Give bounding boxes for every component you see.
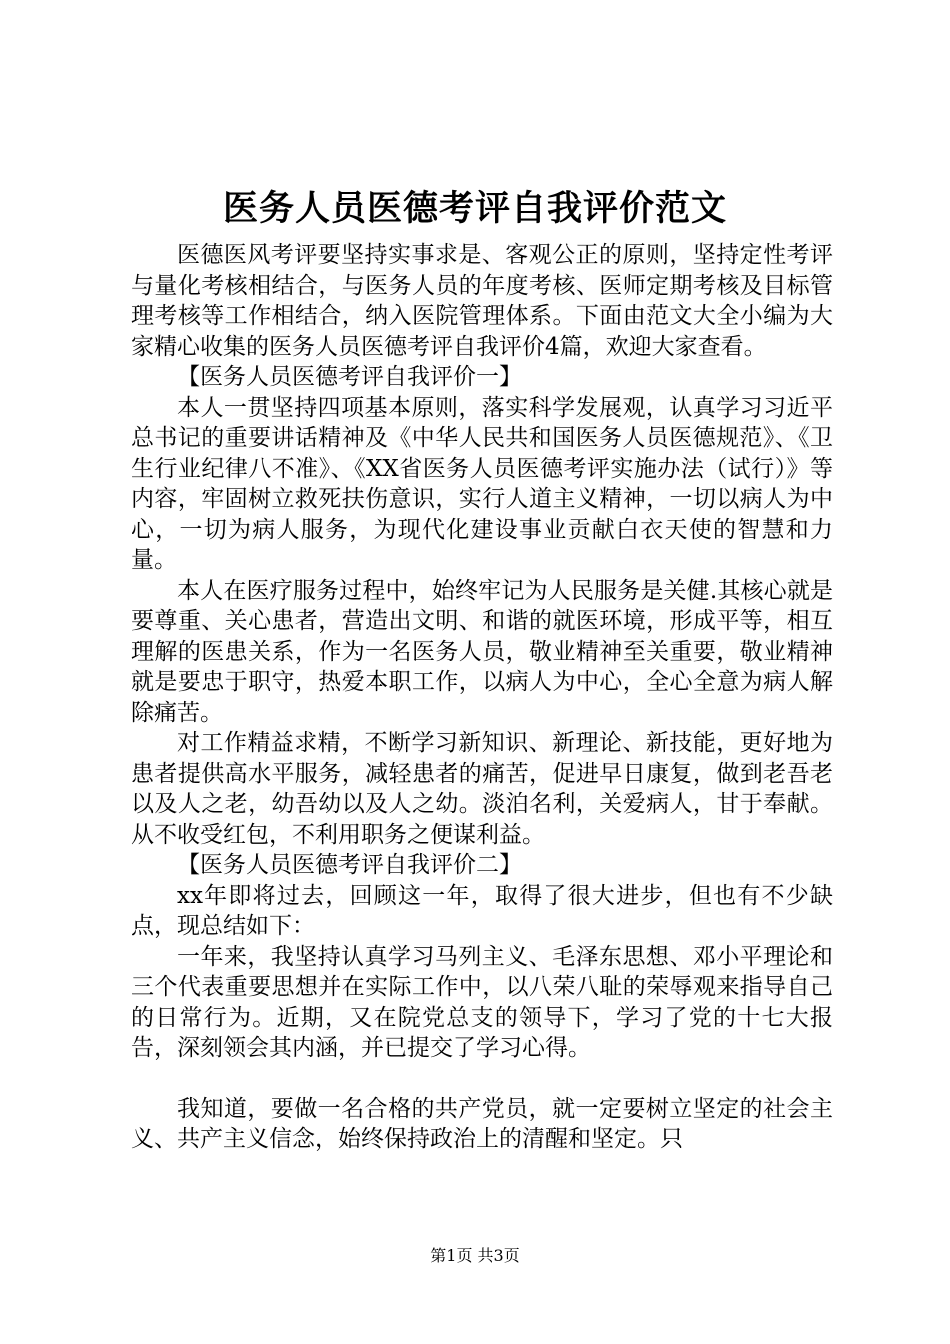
paragraph: 对工作精益求精，不断学习新知识、新理论、新技能，更好地为患者提供高水平服务，减轻患者的痛苦，促进早日康复，做到老吾老以及人之老，幼吾幼以及人之幼。淡泊名利，关爱病人，甘于奉献。从不收受红包，不利用职务之便谋利益。	[131, 730, 833, 848]
paragraph: 本人一贯坚持四项基本原则，落实科学发展观，认真学习习近平总书记的重要讲话精神及《中华人民共和国医务人员医德规范》、《卫生行业纪律八不准》、《XX省医务人员医德考评实施办法（试行）》等内容，牢固树立救死扶伤意识，实行人道主义精神，一切以病人为中心，一切为病人服务，为现代化建设事业贡献白衣天使的智慧和力量。	[131, 394, 833, 573]
document-body	[131, 240, 833, 1155]
paragraph: 一年来，我坚持认真学习马列主义、毛泽东思想、邓小平理论和三个代表重要思想并在实际工作中，以八荣八耻的荣辱观来指导自己的日常行为。近期，又在院党总支的领导下，学习了党的十七大报告，深刻领会其内涵，并已提交了学习心得。	[131, 943, 833, 1061]
document-title: 医务人员医德考评自我评价范文	[222, 188, 727, 229]
paragraph: xx年即将过去，回顾这一年，取得了很大进步，但也有不少缺点，现总结如下：	[131, 882, 833, 939]
section-heading-two: 【医务人员医德考评自我评价二】	[177, 852, 522, 878]
page-footer: 第1页 共3页	[430, 1246, 520, 1265]
paragraph-intro: 医德医风考评要坚持实事求是、客观公正的原则，坚持定性考评与量化考核相结合，与医务人员的年度考核、医师定期考核及目标管理考核等工作相结合，纳入医院管理体系。下面由范文大全小编为大家精心收集的医务人员医德考评自我评价4篇，欢迎大家查看。	[131, 242, 833, 360]
section-heading-one: 【医务人员医德考评自我评价一】	[177, 364, 522, 390]
paragraph: 本人在医疗服务过程中，始终牢记为人民服务是关健.其核心就是要尊重、关心患者，营造出文明、和谐的就医环境，形成平等，相互理解的医患关系，作为一名医务人员，敬业精神至关重要，敬业精神就是要忠于职守，热爱本职工作，以病人为中心，全心全意为病人解除痛苦。	[131, 577, 833, 726]
paragraph: 我知道，要做一名合格的共产党员，就一定要树立坚定的社会主义、共产主义信念，始终保持政治上的清醒和坚定。只	[131, 1095, 833, 1152]
